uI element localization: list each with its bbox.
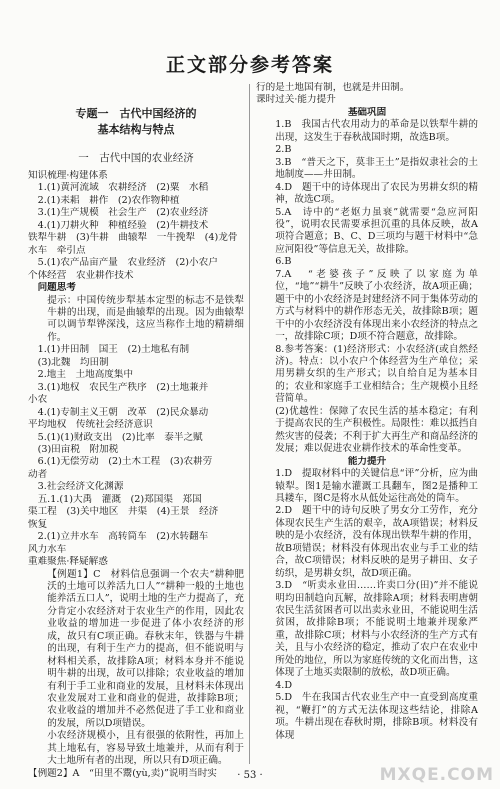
text-line: 3.(1)地权 农民生产秩序 (2)土地兼并 bbox=[37, 381, 209, 393]
text-line: 7.A “老婆孩子”反映了以家庭为单位，“地”“耕牛”反映了小农经济，故A项正确；题干中的小农经济是封建经济不同于集体劳动的方式与材料中的耕作形态无关，故排除B项；题干中的小农经济没有体现出来小农经济的特点之一，故排除C项；D项不符合题意，故排除。 bbox=[275, 268, 478, 343]
left-text-block bbox=[28, 170, 244, 780]
text-line: 1.B 我国古代农用动力的革命是以铁犁牛耕的出现，这发生于春秋战国时期，故选B项。 bbox=[275, 119, 478, 143]
watermark-logo: MXQE.COM bbox=[379, 765, 494, 785]
text-line: 基础巩固 bbox=[347, 106, 387, 118]
text-line: 【例题2】A “田里不鬻(yù,卖)”说明当时实 bbox=[28, 767, 217, 779]
text-line: 4.D bbox=[275, 679, 293, 691]
chapter-title-line2: 基本结构与特点 bbox=[97, 123, 175, 136]
text-line: 动者 bbox=[28, 468, 48, 480]
page-number: · 53 · bbox=[237, 770, 263, 781]
text-line: 问题思考 bbox=[37, 282, 76, 294]
text-line: 6.(1)无偿劳动 (2)土木工程 (3)农耕劳 bbox=[37, 456, 213, 468]
text-line: 1.(1)井田制 国王 (2)土地私有制 bbox=[37, 344, 190, 356]
text-line: 平均地权 传统社会经济意识 bbox=[28, 419, 153, 431]
text-line: 铁犁牛耕 (3)牛耕 曲辕犁 一牛挽犁 (4)龙骨 bbox=[28, 232, 238, 244]
left-column bbox=[28, 82, 244, 780]
text-line: 重难聚焦·释疑解惑 bbox=[28, 556, 108, 568]
text-line: 4.D 题干中的诗体现出了农民为男耕女织的精神，故选C项。 bbox=[275, 181, 478, 206]
text-line: 能力提升 bbox=[347, 455, 387, 467]
text-line: 【例题1】C 材料信息强调一个农夫“耕种肥沃的土地可以养活九口人”“耕种一般的土地也能养活五口人”，说明土地的生产力提高了，充分肯定小农经济对于农业生产的作用，因此农业收益的增加进一步促进了体小农经济的形成，故只有C项正确。春秋末年，铁器与牛耕的出现，有利于生产力的提高，但不能说明与材料相关系，故排除A项；材料本身并不能说明牛耕的出现，故可以排除；农业收益的增加有利于手工业和商业的发展，且材料未体现出农业发展对工业和商业的促进，故排除B项；农业收益的增加并不必然促进了手工业和商业的发展，所以D项错误。 bbox=[47, 568, 244, 729]
section-title: 一 古代中国的农业经济 bbox=[78, 152, 194, 164]
text-line: 4.(1)刀耕火种 种植经验 (2)牛耕技术 bbox=[37, 219, 209, 231]
page-title: 正文部分参考答案 bbox=[165, 54, 334, 76]
text-line: 恢复 bbox=[28, 518, 48, 530]
text-line: 6.B bbox=[275, 256, 292, 268]
text-line: 5.(1)农产品亩产量 农业经济 (2)小农户 bbox=[37, 257, 218, 269]
text-line: 3.(1)生产规模 社会生产 (2)农业经济 bbox=[37, 207, 209, 219]
text-line: 风力水车 bbox=[28, 543, 67, 555]
text-line: 2.B bbox=[275, 144, 292, 156]
text-line: 行的是土地国有制，也就是井田制。 bbox=[256, 82, 410, 93]
text-line: 2.(1)立井水车 高转筒车 (2)水转翻车 bbox=[37, 531, 209, 543]
text-line: 小农 bbox=[28, 394, 48, 406]
text-line: 渠工程 (3)关中地区 井渠 (4)王景 经济 bbox=[28, 506, 219, 518]
text-line: 1.D 提取材料中的关键信息“评”分析，应为曲辕犁。图1是输水灌溉工具翻车，图2是播种工具耧车，图C是将水从低处运往高处的筒车。 bbox=[275, 468, 478, 504]
text-line: (3)北魏 均田制 bbox=[37, 356, 109, 368]
right-column bbox=[256, 82, 478, 742]
chapter-title-line1: 专题一 古代中国经济的 bbox=[75, 107, 197, 120]
text-line: 3.社会经济文化渊源 bbox=[37, 481, 124, 493]
text-line: 2.地主 土地高度集中 bbox=[37, 369, 134, 381]
text-line: 五.1.(1)大禹 灌溉 (2)郑国渠 郑国 bbox=[37, 493, 202, 505]
text-line: 水车 牵引点 bbox=[28, 244, 86, 256]
text-line: 5.D 牛在我国古代农业生产中一直受到高度重视，“鞭打”的方式无法体现这些结论，排除A项。牛耕出现在春秋时期，排除B项。材料没有体现 bbox=[275, 692, 478, 741]
text-line: 5.(1)(1)财政支出 (2)比率 泰半之赋 bbox=[37, 431, 203, 443]
text-line: 8.参考答案：(1)经济形式：小农经济(或自然经济)。特点：以小农户个体经营为生产单位；采用男耕女织的生产形式；以自给自足为基本目的；农业和家庭手工业相结合；生产规模小且经营简单。 bbox=[275, 343, 478, 405]
text-line: 1.(1)黄河流域 农耕经济 (2)粟 水稻 bbox=[37, 182, 209, 194]
text-line: 小农经济规模小，且有很强的依附性，再加上其上地私有，容易导致土地兼并，从而有利于大土地所有者的出现，所以只有D项正确。 bbox=[47, 730, 244, 767]
text-line: (3)田亩税 附加税 bbox=[37, 443, 119, 455]
text-line: 知识梳理·构建体系 bbox=[28, 170, 108, 181]
text-line: 4.(1)专制主义王朝 改革 (2)民众暴动 bbox=[37, 406, 209, 418]
text-line: 提示：中国传统步犁基本定型的标志不是铁犁牛耕的出现，而是曲辕犁的出现。因为曲辕犁可以调节犁铧深浅，这应当称作土地的精耕细作。 bbox=[47, 294, 244, 343]
text-line: 2.D 题干中的诗句反映了男女分工劳作，充分体现农民生产生活的艰辛，故A项错误；材料反映的是小农经济，没有体现出铁犁牛耕的作用，故B项错误；材料没有体现出农业与手工业的结合，故C项错误；材料反映的是男子耕田、女子纺织，是男耕女织，故D项正确。 bbox=[275, 505, 478, 579]
text-line: 个体经营 农业耕作技术 bbox=[28, 269, 134, 281]
text-line: 5.A 诗中的“老妪力虽衰”就需要“急应河阳役”，说明农民需要承担沉重的具体反映，故A项符合题意；B、C、D三项均与题干材料中“急应河阳役”等信息无关，故排除。 bbox=[275, 206, 478, 255]
text-line: 课时过关·能力提升 bbox=[256, 94, 336, 106]
text-line: 3.D “听卖永业田……许卖口分(田)”并不能说明均田制趋向瓦解，故排除A项；材料表明唐朝农民生活贫困者可以出卖永业田，不能说明生活贫困，故排除B项；不能说明土地兼并现象严重，故排除C项；材料与小农经济的生产方式有关，且与小农经济的稳定，推动了农户在农业中所处的地位，所以为家庭传统的文化而出售，这体现了土地买卖限制的放松，故D项正确。 bbox=[275, 580, 478, 679]
column-divider bbox=[249, 84, 250, 764]
text-line: 3.B “普天之下，莫非王土”是指奴隶社会的土地制度——井田制。 bbox=[275, 156, 478, 181]
right-text-block bbox=[256, 82, 478, 742]
text-line: (2)优越性：保障了农民生活的基本稳定；有利于提高农民的生产积极性。局限性：难以抵挡自然灾害的侵袭；不利于扩大再生产和商品经济的发展；难以促进农业耕作技术的革命性变革。 bbox=[275, 405, 478, 455]
text-line: 2.(1)耒耜 耕作 (2)农作物种植 bbox=[37, 194, 180, 206]
